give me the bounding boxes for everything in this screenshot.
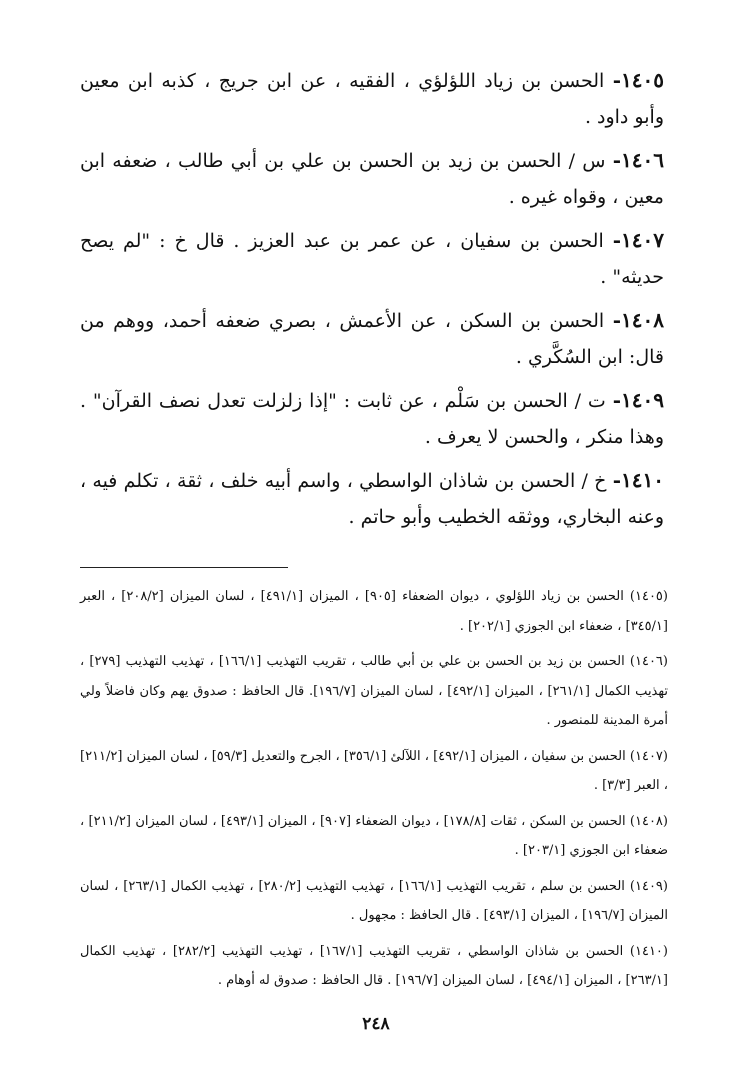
footnote-divider [80, 567, 288, 568]
entry-text: ت / الحسن بن سَلْم ، عن ثابت : "إذا زلزلت تعدل نصف القرآن" . وهذا منكر ، والحسن لا يعرف . [80, 390, 664, 448]
footnotes [80, 582, 668, 1002]
entry-1407 [80, 222, 664, 295]
entry-text: الحسن بن سفيان ، عن عمر بن عبد العزيز . قال خ : "لم يصح حديثه" . [80, 230, 664, 288]
entry-number: ١٤٠٥- [612, 68, 664, 92]
entry-number: ١٤١٠- [612, 468, 664, 492]
footnote-1406: (١٤٠٦) الحسن بن زيد بن الحسن بن علي بن أبي طالب ، تقريب التهذيب [١٦٦/١] ، تهذيب التهذيب [٢٧٩] ، تهذيب الكمال [٢٦١/١] ، الميزان [٤٩٢/١] ، لسان الميزان [١٩٦/٧]. قال الحافظ : صدوق يهم وكان فاضلاً ولي أمرة المدينة للمنصور . [80, 654, 668, 728]
entry-text: الحسن بن السكن ، عن الأعمش ، بصري ضعفه أحمد، ووهم من قال: ابن السُكَّري . [80, 310, 664, 368]
footnote-1408: (١٤٠٨) الحسن بن السكن ، ثقات [١٧٨/٨] ، ديوان الضعفاء [٩٠٧] ، الميزان [٤٩٣/١] ، لسان الميزان [٢١١/٢] ، ضعفاء ابن الجوزي [٢٠٣/١] . [80, 813, 668, 858]
entry-number: ١٤٠٦- [612, 148, 664, 172]
entry-number: ١٤٠٩- [612, 388, 664, 412]
entry-number: ١٤٠٧- [612, 228, 664, 252]
entry-1408 [80, 302, 664, 375]
page-number: ٢٤٨ [362, 1014, 390, 1034]
entry-text: خ / الحسن بن شاذان الواسطي ، واسم أبيه خلف ، ثقة ، تكلم فيه ، وعنه البخاري، ووثقه الخطيب وأبو حاتم . [80, 470, 664, 528]
entry-1410 [80, 462, 664, 535]
entry-1409 [80, 382, 664, 455]
entry-1406 [80, 142, 664, 215]
footnote-1409: (١٤٠٩) الحسن بن سلم ، تقريب التهذيب [١٦٦/١] ، تهذيب التهذيب [٢٨٠/٢] ، تهذيب الكمال [٢٦٣/١] ، لسان الميزان [١٩٦/٧] ، الميزان [٤٩٣/١] . قال الحافظ : مجهول . [80, 878, 668, 923]
footnote-1405: (١٤٠٥) الحسن بن زياد اللؤلوي ، ديوان الضعفاء [٩٠٥] ، الميزان [٤٩١/١] ، لسان الميزان [٢٠٨/٢] ، العبر [٣٤٥/١] ، ضعفاء ابن الجوزي [٢٠٢/١] . [80, 589, 668, 634]
footnote-1410: (١٤١٠) الحسن بن شاذان الواسطي ، تقريب التهذيب [١٦٧/١] ، تهذيب التهذيب [٢٨٢/٢] ، تهذيب الكمال [٢٦٣/١] ، الميزان [٤٩٤/١] ، لسان الميزان [١٩٦/٧] . قال الحافظ : صدوق له أوهام . [80, 943, 668, 988]
entry-text: الحسن بن زياد اللؤلؤي ، الفقيه ، عن ابن جريج ، كذبه ابن معين وأبو داود . [80, 70, 664, 128]
entry-number: ١٤٠٨- [612, 308, 664, 332]
narrator-entries [80, 62, 664, 542]
entry-1405 [80, 62, 664, 135]
entry-text: س / الحسن بن زيد بن الحسن بن علي بن أبي طالب ، ضعفه ابن معين ، وقواه غيره . [80, 150, 664, 208]
footnote-1407: (١٤٠٧) الحسن بن سفيان ، الميزان [٤٩٢/١] ، اللآلئ [٣٥٦/١] ، الجرح والتعديل [٥٩/٣] ، لسان الميزان [٢١١/٢] ، العبر [٣/٣] . [80, 748, 668, 793]
